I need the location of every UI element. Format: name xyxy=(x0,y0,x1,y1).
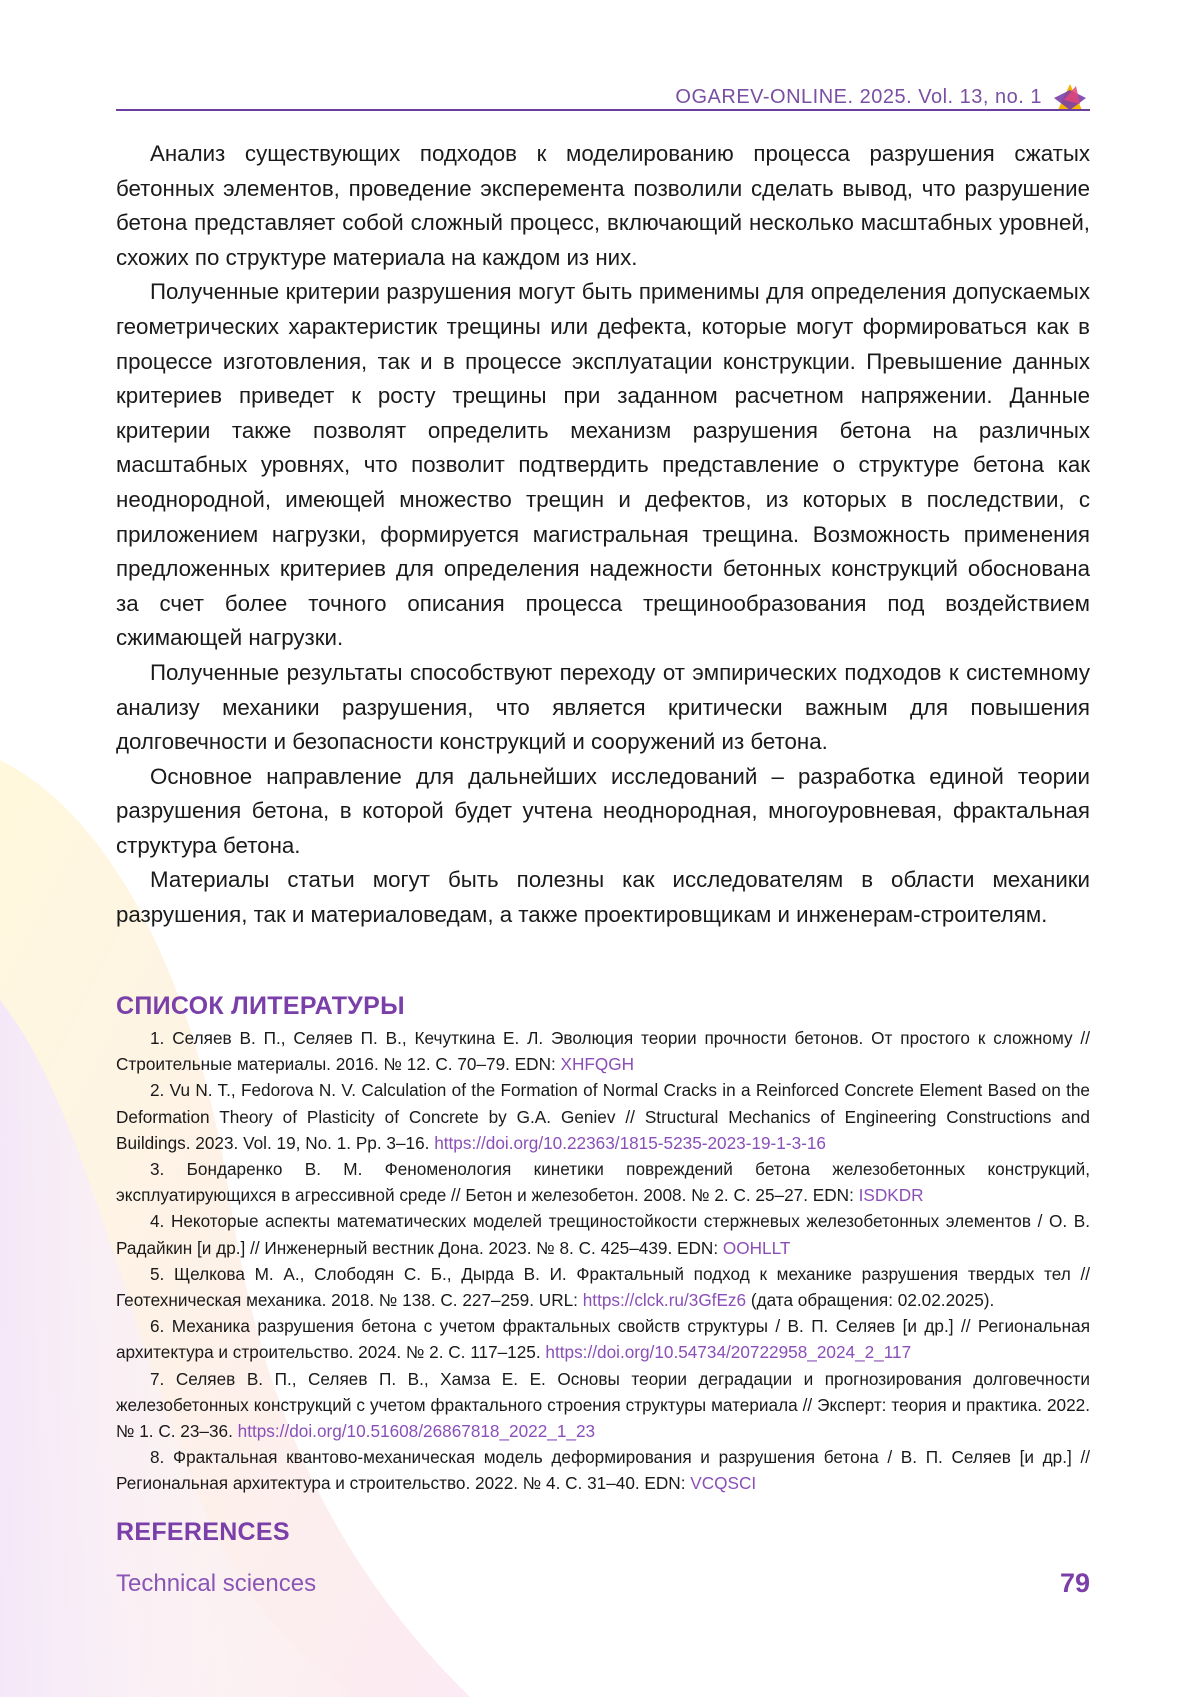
reference-item: 5. Щелкова М. А., Слободян С. Б., Дырда В. И. Фрактальный подход к механике разрушения твердых тел // Геотехническая механика. 2018. № 138. С. 227–259. URL: https://clck.ru/3GfEz6 (дата обращения: 02.02.2025). xyxy=(116,1261,1090,1313)
reference-item: 6. Механика разрушения бетона с учетом фрактальных свойств структуры / В. П. Селяев [и др.] // Региональная архитектура и строительство. 2024. № 2. С. 117–125. https://doi.org/10.54734/20722958_2024_2_117 xyxy=(116,1313,1090,1365)
reference-link[interactable]: https://clck.ru/3GfEz6 xyxy=(583,1290,746,1310)
reference-link[interactable]: https://doi.org/10.54734/20722958_2024_2_117 xyxy=(545,1342,911,1362)
header-rule xyxy=(116,109,1090,111)
reference-item: 3. Бондаренко В. М. Феноменология кинетики повреждений бетона железобетонных конструкций, эксплуатирующихся в агрессивной среде // Бетон и железобетон. 2008. № 2. С. 25–27. EDN: ISDKDR xyxy=(116,1156,1090,1208)
reference-item: 7. Селяев В. П., Селяев П. В., Хамза Е. Е. Основы теории деградации и прогнозирования долговечности железобетонных конструкций с учетом фрактального строения структуры материала // Эксперт: теория и практика. 2022. № 1. С. 23–36. https://doi.org/10.51608/26867818_2022_1_23 xyxy=(116,1366,1090,1445)
reference-item: 2. Vu N. T., Fedorova N. V. Calculation of the Formation of Normal Cracks in a Reinforced Concrete Element Based on the Deformation Theory of Plasticity of Concrete by G.A. Geniev // Structural Mechanics of Engineering Constructions and Buildings. 2023. Vol. 19, No. 1. Pp. 3–16. https://doi.org/10.22363/1815-5235-2023-19-1-3-16 xyxy=(116,1077,1090,1156)
footer-section-name: Technical sciences xyxy=(116,1570,316,1598)
paragraph: Полученные критерии разрушения могут быть применимы для определения допускаемых геометрических характеристик трещины или дефекта, которые могут формироваться как в процессе изготовления, так и в процессе эксплуатации конструкции. Превышение данных критериев приведет к росту трещины при заданном расчетном напряжении. Данные критерии также позволят определить механизм разрушения бетона на различных масштабных уровнях, что позволит подтвердить представление о структуре бетона как неоднородной, имеющей множество трещин и дефектов, из которых в последствии, с приложением нагрузки, формируется магистральная трещина. Возможность применения предложенных критериев для определения надежности бетонных конструкций обоснована за счет более точного описания процесса трещинообразования под воздействием сжимающей нагрузки. xyxy=(116,275,1090,656)
journal-title: OGAREV-ONLINE. 2025. Vol. 13, no. 1 xyxy=(675,86,1042,109)
reference-link[interactable]: XHFQGH xyxy=(561,1054,635,1074)
reference-item: 4. Некоторые аспекты математических моделей трещиностойкости стержневых железобетонных элементов / О. В. Радайкин [и др.] // Инженерный вестник Дона. 2023. № 8. С. 425–439. EDN: OOHLLT xyxy=(116,1208,1090,1260)
paragraph: Основное направление для дальнейших исследований – разработка единой теории разрушения бетона, в которой будет учтена неоднородная, многоуровневая, фрактальная структура бетона. xyxy=(116,760,1090,864)
reference-item: 8. Фрактальная квантово-механическая модель деформирования и разрушения бетона / В. П. Селяев [и др.] // Региональная архитектура и строительство. 2022. № 4. С. 31–40. EDN: VCQSCI xyxy=(116,1444,1090,1496)
page-number: 79 xyxy=(1060,1568,1090,1599)
reference-list xyxy=(116,1025,1090,1497)
article-body xyxy=(116,137,1090,933)
paragraph: Материалы статьи могут быть полезны как исследователям в области механики разрушения, так и материаловедам, а также проектировщикам и инженерам-строителям. xyxy=(116,863,1090,932)
reference-link[interactable]: https://doi.org/10.22363/1815-5235-2023-19-1-3-16 xyxy=(434,1133,826,1153)
paragraph: Полученные результаты способствуют переходу от эмпирических подходов к системному анализу механики разрушения, что является критически важным для повышения долговечности и безопасности конструкций и сооружений из бетона. xyxy=(116,656,1090,760)
references-ru-title: СПИСОК ЛИТЕРАТУРЫ xyxy=(116,992,405,1021)
reference-link[interactable]: VCQSCI xyxy=(690,1473,756,1493)
page-header xyxy=(116,84,1090,110)
reference-link[interactable]: ISDKDR xyxy=(859,1185,924,1205)
reference-link[interactable]: OOHLLT xyxy=(723,1238,791,1258)
reference-item: 1. Селяев В. П., Селяев П. В., Кечуткина Е. Л. Эволюция теории прочности бетонов. От простого к сложному // Строительные материалы. 2016. № 12. С. 70–79. EDN: XHFQGH xyxy=(116,1025,1090,1077)
paragraph: Анализ существующих подходов к моделированию процесса разрушения сжатых бетонных элементов, проведение эксперемента позволили сделать вывод, что разрушение бетона представляет собой сложный процесс, включающий несколько масштабных уровней, схожих по структуре материала на каждом из них. xyxy=(116,137,1090,275)
references-en-title: REFERENCES xyxy=(116,1518,290,1547)
reference-link[interactable]: https://doi.org/10.51608/26867818_2022_1_23 xyxy=(238,1421,595,1441)
